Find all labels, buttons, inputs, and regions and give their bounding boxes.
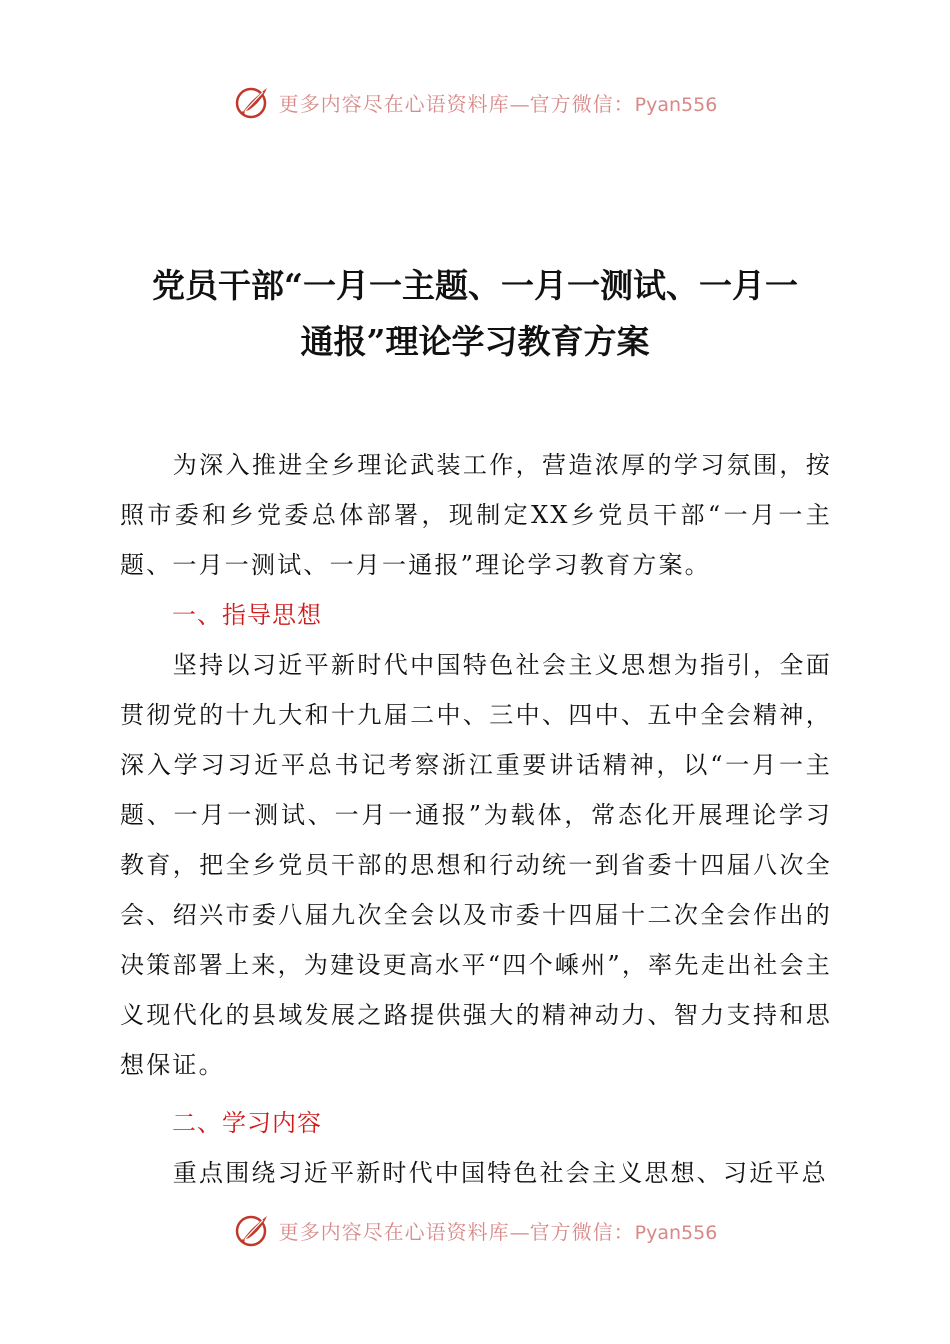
title-line-2: 通报”理论学习教育方案 [300, 322, 650, 361]
watermark-banner-bottom [0, 1208, 950, 1252]
guiding-ideology-paragraph: 坚持以习近平新时代中国特色社会主义思想为指引，全面贯彻党的十九大和十九届二中、三中、四中、五中全会精神，深入学习习近平总书记考察浙江重要讲话精神，以“一月一主题、一月一测试、一月一通报”为载体，常态化开展理论学习教育，把全乡党员干部的思想和行动统一到省委十四届八次全会、绍兴市委八届九次全会以及市委十四届十二次全会作出的决策部署上来，为建设更高水平“四个嵊州”，率先走出社会主义现代化的县域发展之路提供强大的精神动力、智力支持和思想保证。 [120, 651, 832, 1079]
section-heading-study-content: 二、学习内容 [172, 1109, 322, 1137]
watermark-text: 更多内容尽在心语资料库—官方微信：Pyan556 [278, 1219, 718, 1244]
study-content-paragraph: 重点围绕习近平新时代中国特色社会主义思想、习近平总 [172, 1159, 828, 1187]
quill-logo-icon [233, 1210, 273, 1250]
quill-logo-icon [233, 82, 273, 122]
watermark-text: 更多内容尽在心语资料库—官方微信：Pyan556 [278, 91, 718, 116]
section-heading-guiding-ideology: 一、指导思想 [172, 601, 322, 629]
document-title [100, 258, 850, 370]
watermark-banner-top [0, 80, 950, 124]
document-body [120, 440, 832, 1198]
title-line-1: 党员干部“一月一主题、一月一测试、一月一 [152, 266, 798, 305]
intro-paragraph: 为深入推进全乡理论武装工作，营造浓厚的学习氛围，按照市委和乡党委总体部署，现制定XX乡党员干部“一月一主题、一月一测试、一月一通报”理论学习教育方案。 [120, 451, 832, 579]
